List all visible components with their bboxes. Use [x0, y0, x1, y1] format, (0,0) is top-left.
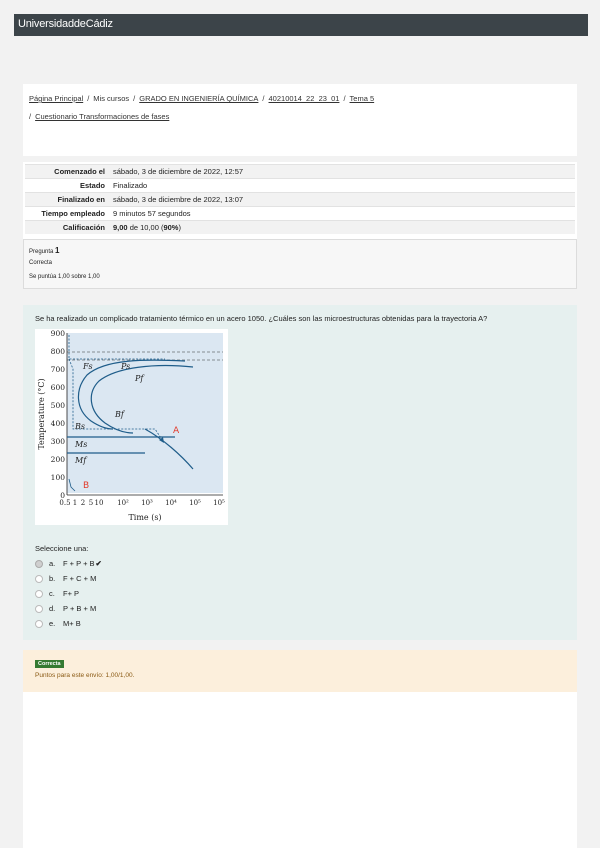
- top-navbar: [14, 14, 588, 36]
- path-label-b: B: [83, 481, 90, 491]
- points-text: Puntos para este envío: 1,00/1,00.: [35, 672, 135, 679]
- x-tick-label: 5: [88, 499, 94, 507]
- attempt-summary: [23, 162, 577, 244]
- summary-value: sábado, 3 de diciembre de 2022, 12:57: [109, 165, 575, 179]
- x-tick-label: 10⁴: [165, 499, 177, 507]
- y-tick-label: 500: [50, 401, 65, 410]
- table-row: [25, 221, 575, 235]
- answer-option-e[interactable]: e. M+ B: [35, 619, 81, 628]
- table-row: [25, 207, 575, 221]
- curve-label-ms: Ms: [75, 440, 88, 449]
- radio-button[interactable]: [35, 575, 43, 583]
- breadcrumb-quiz-link[interactable]: Cuestionario Transformaciones de fases: [35, 112, 170, 121]
- summary-label: Tiempo empleado: [25, 207, 109, 221]
- y-tick-label: 400: [50, 419, 65, 428]
- y-tick-label: 300: [50, 437, 65, 446]
- breadcrumb-degree-link[interactable]: GRADO EN INGENIERÍA QUÍMICA: [139, 94, 259, 103]
- ttt-diagram-svg: [35, 329, 228, 525]
- question-info: [23, 239, 577, 289]
- answer-option-b[interactable]: b. F + C + M: [35, 574, 96, 583]
- page-footer-area: [23, 692, 577, 848]
- radio-button[interactable]: [35, 590, 43, 598]
- answer-option-c[interactable]: c. F+ P: [35, 589, 79, 598]
- question-state: Correcta: [29, 260, 53, 266]
- answer-option-a[interactable]: a. F + P + B✔: [35, 559, 102, 568]
- breadcrumb-my-courses: Mis cursos: [93, 94, 130, 103]
- table-row: [25, 193, 575, 207]
- x-tick-label: 10²: [117, 499, 129, 507]
- summary-value: 9 minutos 57 segundos: [109, 207, 575, 221]
- feedback-panel: [23, 650, 577, 692]
- x-tick-label: 10³: [141, 499, 153, 507]
- select-prompt: Seleccione una:: [35, 544, 89, 553]
- attempt-summary-table: [25, 164, 575, 234]
- summary-label: Estado: [25, 179, 109, 193]
- correct-badge: Correcta: [35, 660, 64, 668]
- y-tick-label: 600: [50, 383, 65, 392]
- table-row: [25, 165, 575, 179]
- summary-label: Calificación: [25, 221, 109, 235]
- curve-label-pf: Pf: [135, 374, 144, 383]
- y-tick-label: 700: [50, 365, 65, 374]
- breadcrumb: [23, 84, 577, 156]
- correct-check-icon: ✔: [95, 559, 102, 568]
- breadcrumb-home-link[interactable]: Página Principal: [29, 94, 84, 103]
- x-tick-label: 10⁵: [213, 499, 225, 507]
- plot-area: [67, 333, 223, 493]
- question-mark: Se puntúa 1,00 sobre 1,00: [29, 274, 100, 280]
- answer-option-d[interactable]: d. P + B + M: [35, 604, 96, 613]
- curve-label-fs: Fs: [83, 362, 93, 371]
- y-tick-label: 200: [50, 455, 65, 464]
- breadcrumb-topic-link[interactable]: Tema 5: [349, 94, 375, 103]
- breadcrumb-line-2: / Cuestionario Transformaciones de fases: [29, 112, 170, 121]
- y-tick-label: 800: [50, 347, 65, 356]
- summary-label: Finalizado en: [25, 193, 109, 207]
- y-axis-label: Temperature (°C): [37, 378, 46, 450]
- radio-button[interactable]: [35, 560, 43, 568]
- curve-label-bs: Bs: [75, 422, 85, 431]
- summary-label: Comenzado el: [25, 165, 109, 179]
- x-tick-label: 0.5: [59, 499, 71, 507]
- summary-value: Finalizado: [109, 179, 575, 193]
- university-logo[interactable]: UniversidaddeCádiz: [18, 18, 113, 30]
- x-tick-label: 10⁵: [189, 499, 201, 507]
- x-tick-label: 2: [80, 499, 86, 507]
- curve-label-bf: Bf: [115, 410, 124, 419]
- radio-button[interactable]: [35, 605, 43, 613]
- breadcrumb-course-link[interactable]: 40210014_22_23_01: [268, 94, 340, 103]
- path-label-a: A: [173, 426, 180, 436]
- breadcrumb-line-1: Página Principal / Mis cursos / GRADO EN INGENIERÍA QUÍMICA / 40210014_22_23_01 / Tema 5: [29, 94, 375, 103]
- y-tick-label: 0: [60, 491, 65, 500]
- y-tick-label: 100: [50, 473, 65, 482]
- question-content: [23, 305, 577, 640]
- grade-value: 9,00 de 10,00 (90%): [109, 221, 575, 235]
- curve-label-ps: Ps: [121, 362, 131, 371]
- ttt-diagram: [35, 329, 228, 525]
- radio-button[interactable]: [35, 620, 43, 628]
- x-tick-label: 1: [72, 499, 78, 507]
- question-text: Se ha realizado un complicado tratamiento térmico en un acero 1050. ¿Cuáles son las microestructuras obtenidas para la trayectoria A?: [35, 314, 488, 323]
- y-tick-label: 900: [50, 329, 65, 338]
- question-number: Pregunta 1: [29, 246, 60, 255]
- summary-value: sábado, 3 de diciembre de 2022, 13:07: [109, 193, 575, 207]
- table-row: [25, 179, 575, 193]
- x-axis-label: Time (s): [128, 513, 162, 522]
- x-tick-label: 10: [94, 499, 104, 507]
- curve-label-mf: Mf: [75, 456, 87, 465]
